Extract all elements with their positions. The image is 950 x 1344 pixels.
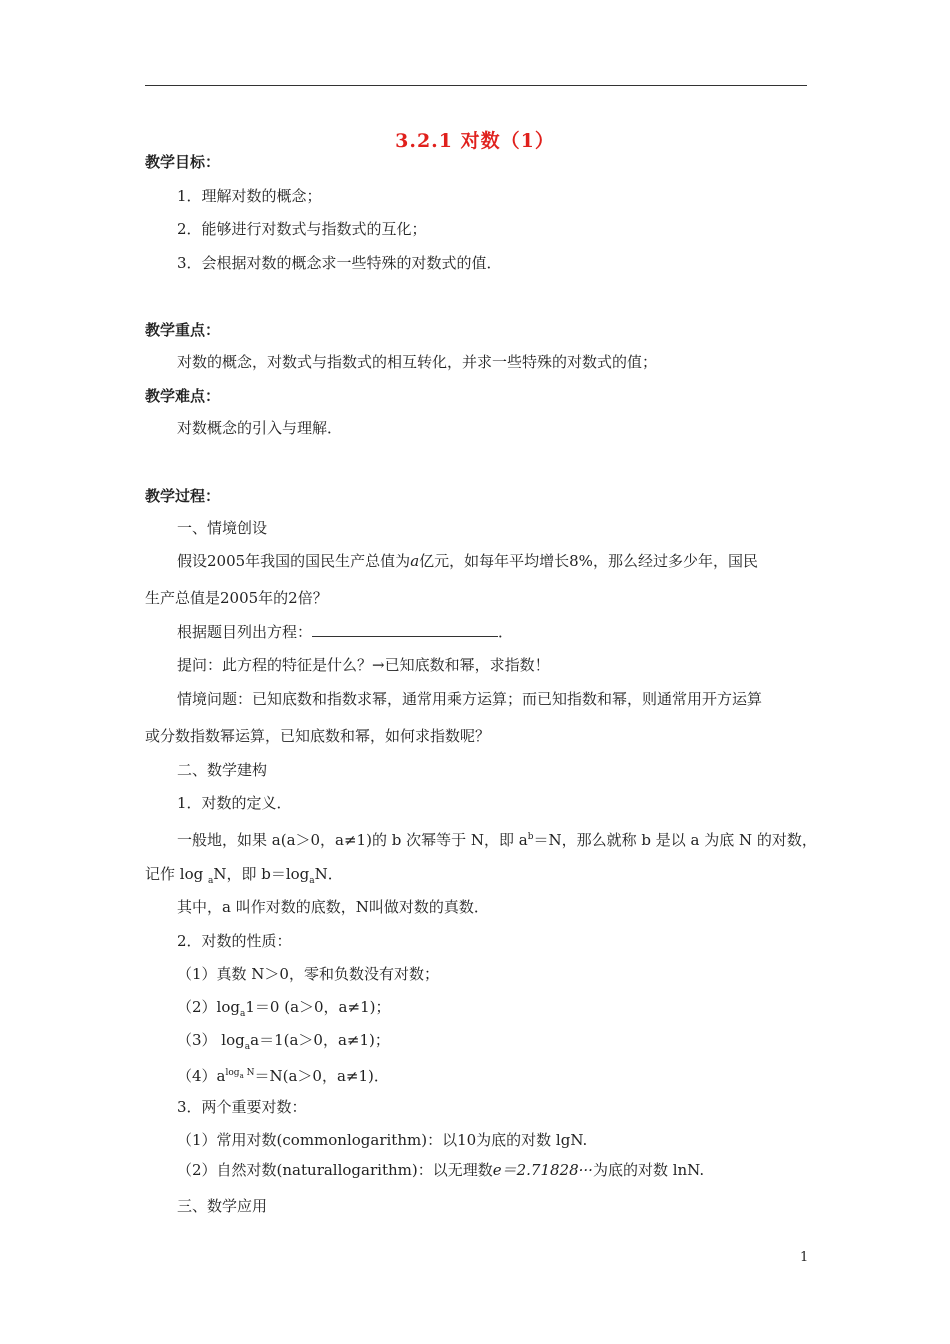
important-logs-title: 3．两个重要对数： — [177, 1098, 307, 1116]
definition-line-2: 记作 log $_a$N，即 $b=\log_aN$． — [145, 865, 343, 886]
equation-prompt: 根据题目列出方程： ． — [177, 623, 514, 641]
natural-log-line: （2）自然对数(naturallogarithm)：以无理数e＝2.71828···为底的对数 lnN. — [177, 1161, 705, 1179]
property-1: （1）真数 N＞0，零和负数没有对数； — [177, 965, 439, 983]
section-3-title: 三、数学应用 — [177, 1197, 268, 1215]
definition-line-3: 其中，a 叫作对数的底数，N叫做对数的真数． — [177, 898, 489, 916]
scenario-paragraph-line-2: 生产总值是2005年的2倍？ — [145, 589, 328, 607]
goal-item-1: 1．理解对数的概念； — [177, 187, 322, 205]
goal-item-3: 3．会根据对数的概念求一些特殊的对数式的值． — [177, 254, 502, 272]
section-1-title: 一、情境创设 — [177, 519, 268, 537]
properties-title: 2．对数的性质： — [177, 932, 292, 950]
goals-heading: 教学目标： — [145, 153, 221, 171]
page-title: 3.2.1 对数（1） — [395, 130, 555, 152]
focus-heading: 教学重点： — [145, 321, 221, 339]
goal-item-2: 2．能够进行对数式与指数式的互化； — [177, 220, 427, 238]
question-text: 提问：此方程的特征是什么？→已知底数和幂，求指数！ — [177, 656, 550, 674]
scenario-paragraph-line-1: 假设2005年我国的国民生产总值为a亿元，如每年平均增长8%，那么经过多少年，国民 — [177, 552, 758, 570]
page-number: 1 — [800, 1250, 809, 1265]
answer-blank[interactable] — [312, 622, 498, 637]
property-3: （3） $\log_aa=1(a>0$，a≠1)； — [177, 1031, 390, 1052]
situation-question-line-1: 情境问题：已知底数和指数求幂，通常用乘方运算；而已知指数和幂，则通常用开方运算 — [177, 690, 763, 708]
difficulty-heading: 教学难点： — [145, 387, 221, 405]
common-log-line: （1）常用对数(commonlogarithm)：以10为底的对数 lgN. — [177, 1131, 588, 1149]
property-2: $(2)\log_a1=0$ (a＞0，a≠1)； — [177, 998, 391, 1019]
definition-line-1: 一般地，如果 a(a＞0，a≠1)的 b 次幂等于 N，即 $a^b=N$，那么就称 b 是以 a 为底 N 的对数， — [177, 831, 817, 849]
definition-title: 1．对数的定义． — [177, 794, 292, 812]
property-4: $(4)a^{log_a N}=N(a>0$，a≠1)． — [177, 1067, 389, 1085]
situation-question-line-2: 或分数指数幂运算，已知底数和幂，如何求指数呢？ — [145, 727, 491, 745]
focus-text: 对数的概念，对数式与指数式的相互转化，并求一些特殊的对数式的值； — [177, 353, 658, 371]
difficulty-text: 对数概念的引入与理解． — [177, 419, 343, 437]
process-heading: 教学过程： — [145, 487, 221, 505]
section-2-title: 二、数学建构 — [177, 761, 268, 779]
header-rule — [145, 85, 807, 86]
